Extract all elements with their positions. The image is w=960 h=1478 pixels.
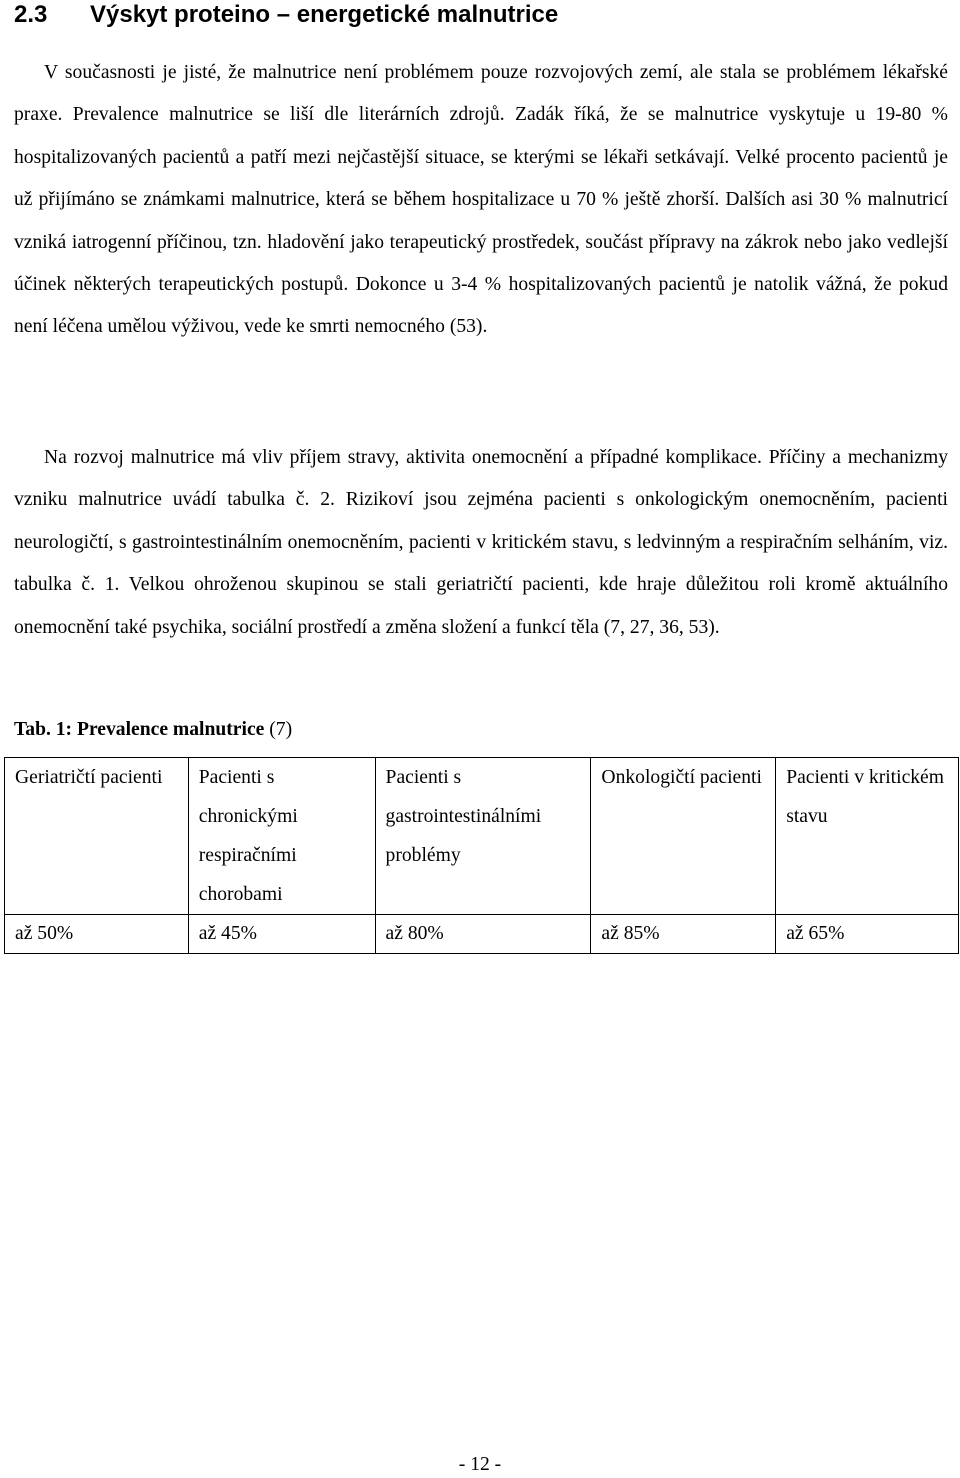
table-header-cell: Pacienti s chronickými respiračními chorobami [188,758,375,915]
table-cell: až 45% [188,915,375,954]
table-cell: až 85% [591,915,776,954]
table-row [5,915,959,954]
table-caption-title: Prevalence malnutrice [77,719,265,740]
table-header-cell: Pacienti s gastrointestinálními problémy [375,758,591,915]
prevalence-table [4,757,959,954]
table-caption-label: Tab. 1: [14,719,73,740]
table-cell: až 50% [5,915,189,954]
table-header-cell: Onkologičtí pacienti [591,758,776,915]
table-header-row [5,758,959,915]
section-title: Výskyt proteino – energetické malnutrice [90,1,559,28]
table-caption-ref: (7) [269,719,293,740]
table-header-cell: Pacienti v kritickém stavu [776,758,959,915]
section-heading [14,0,558,30]
page-number: - 12 - [458,1454,502,1475]
table-caption [14,716,292,744]
table-cell: až 80% [375,915,591,954]
table-header-cell: Geriatričtí pacienti [5,758,189,915]
paragraph-2 [14,437,948,649]
section-number: 2.3 [14,1,48,28]
paragraph-2-text: Na rozvoj malnutrice má vliv příjem stravy, aktivita onemocnění a případné komplikace. Příčiny a mechanizmy vzniku malnutrice uvádí tabulka č. 2. Rizikoví jsou zejména pacienti s onkologickým onemocněním, pacienti neurologičtí, s gastrointestinálním onemocněním, pacienti v kritickém stavu, s ledvinným a respiračním selháním, viz. tabulka č. 1. Velkou ohroženou skupinou se stali geriatričtí pacienti, kde hraje důležitou roli kromě aktuálního onemocnění také psychika, sociální prostředí a změna složení a funkcí těla (7, 27, 36, 53). [14,447,948,638]
paragraph-1-text: V současnosti je jisté, že malnutrice není problémem pouze rozvojových zemí, ale stala se problémem lékařské praxe. Prevalence malnutrice se liší dle literárních zdrojů. Zadák říká, že se malnutrice vyskytuje u 19-80 % hospitalizovaných pacientů a patří mezi nejčastější situace, se kterými se lékaři setkávají. Velké procento pacientů je už přijímáno se známkami malnutrice, která se během hospitalizace u 70 % ještě zhorší. Dalších asi 30 % malnutricí vzniká iatrogenní příčinou, tzn. hladovění jako terapeutický prostředek, součást přípravy na zákrok nebo jako vedlejší účinek některých terapeutických postupů. Dokonce u 3-4 % hospitalizovaných pacientů je natolik vážná, že pokud není léčena umělou výživou, vede ke smrti nemocného (53). [14,62,948,338]
paragraph-1 [14,52,948,349]
table-cell: až 65% [776,915,959,954]
